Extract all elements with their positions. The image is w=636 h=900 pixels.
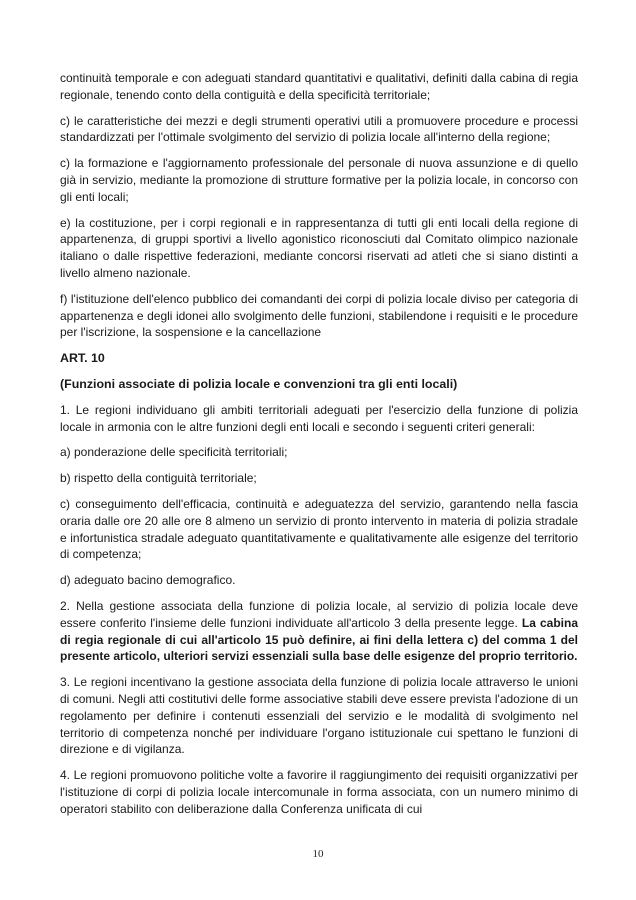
paragraph: a) ponderazione delle specificità territoriali; <box>60 445 288 460</box>
paragraph: 3. Le regioni incentivano la gestione associata della funzione di polizia locale attraverso le unioni di comuni. Negli atti costitutivi delle forme associative stabili deve essere prevista l'adozione di un regolamento per definire i contenuti essenziali del servizio e le modalità di svolgimento nel territorio di competenza nonché per individuare l'organo istituzionale cui spettano le funzioni di direzione e di vigilanza. <box>60 675 578 757</box>
paragraph: c) conseguimento dell'efficacia, continuità e adeguatezza del servizio, garantendo nella fascia oraria dalle ore 20 alle ore 8 almeno un servizio di pronto intervento in materia di polizia stradale e infortunistica stradale adeguato quantitativamente e qualitativamente alle esigenze del territorio di competenza; <box>60 496 578 562</box>
paragraph: b) rispetto della contiguità territoriale; <box>60 471 257 486</box>
article-subtitle: (Funzioni associate di polizia locale e convenzioni tra gli enti locali) <box>60 376 458 391</box>
paragraph-2-normal-text: 2. Nella gestione associata della funzione di polizia locale, al servizio di polizia locale deve essere conferito l'insieme delle funzioni individuate all'articolo 3 della presente legge. <box>60 598 578 630</box>
paragraph: 1. Le regioni individuano gli ambiti territoriali adeguati per l'esercizio della funzione di polizia locale in armonia con le altre funzioni degli enti locali e secondo i seguenti criteri generali: <box>60 402 578 434</box>
paragraph-2-bold-text: La cabina di regia regionale di cui all'articolo 15 può definire, ai fini della lettera c) del comma 1 del presente articolo, ulteriori servizi essenziali sulla base delle esigenze del proprio territorio. <box>60 615 579 664</box>
paragraph: f) l'istituzione dell'elenco pubblico dei comandanti dei corpi di polizia locale diviso per categoria di appartenenza e degli idonei allo svolgimento delle funzioni, stabilendone i requisiti e le procedure per l'iscrizione, la sospensione e la cancellazione <box>60 291 578 340</box>
paragraph-2 <box>60 598 578 665</box>
page-number: 10 <box>312 848 324 860</box>
paragraph: c) la formazione e l'aggiornamento professionale del personale di nuova assunzione e di quello già in servizio, mediante la promozione di strutture formative per la polizia locale, in concorso con gli enti locali; <box>60 156 578 204</box>
paragraph: continuità temporale e con adeguati standard quantitativi e qualitativi, definiti dalla cabina di regia regionale, tenendo conto della contiguità e della specificità territoriale; <box>60 71 578 102</box>
paragraph: d) adeguato bacino demografico. <box>60 573 236 588</box>
article-title: ART. 10 <box>60 351 105 366</box>
paragraph: e) la costituzione, per i corpi regionali e in rappresentanza di tutti gli enti locali della regione di appartenenza, di gruppi sportivi a livello agonistico riconosciuti dal Comitato olimpico nazionale italiano o dalle rispettive federazioni, mediante concorsi riservati ad atleti che si siano distinti a livello almeno nazionale. <box>60 215 578 280</box>
document-body <box>60 70 578 826</box>
paragraph: 4. Le regioni promuovono politiche volte a favorire il raggiungimento dei requisiti organizzativi per l'istituzione di corpi di polizia locale intercomunale in forma associata, con un numero minimo di operatori stabilito con deliberazione dalla Conferenza unificata di cui <box>60 768 578 816</box>
paragraph: c) le caratteristiche dei mezzi e degli strumenti operativi utili a promuovere procedure e processi standardizzati per l'ottimale svolgimento del servizio di polizia locale all'interno della regione; <box>60 113 578 145</box>
